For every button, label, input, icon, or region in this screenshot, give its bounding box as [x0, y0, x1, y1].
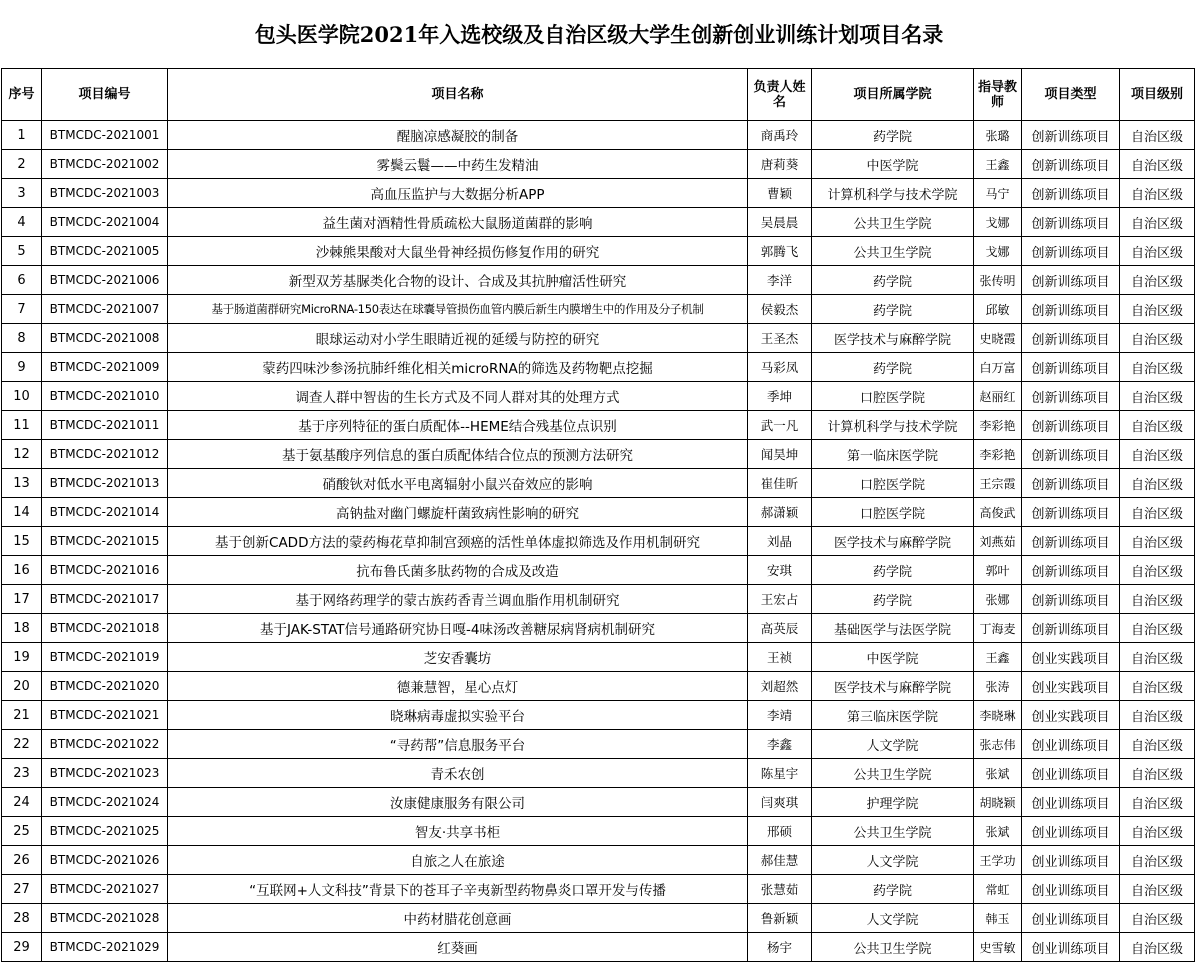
row-college: 计算机科学与技术学院: [812, 179, 974, 208]
row-advisor: 李晓琳: [974, 701, 1022, 730]
table-row: [2, 527, 1195, 556]
row-advisor: 张传明: [974, 266, 1022, 295]
row-type: 创业训练项目: [1022, 875, 1120, 904]
table-row: [2, 179, 1195, 208]
table-row: [2, 904, 1195, 933]
row-code: BTMCDC-2021021: [42, 701, 168, 730]
table-row: [2, 701, 1195, 730]
row-level: 自治区级: [1120, 643, 1195, 672]
table-row: [2, 411, 1195, 440]
row-college: 口腔医学院: [812, 382, 974, 411]
row-name: 德兼慧智，星心点灯: [168, 672, 748, 701]
row-advisor: 邱敏: [974, 295, 1022, 324]
row-college: 口腔医学院: [812, 498, 974, 527]
row-index: 19: [2, 643, 42, 672]
row-advisor: 张璐: [974, 121, 1022, 150]
row-college: 中医学院: [812, 643, 974, 672]
row-name: 基于氨基酸序列信息的蛋白质配体结合位点的预测方法研究: [168, 440, 748, 469]
header-college: 项目所属学院: [812, 69, 974, 121]
table-row: [2, 556, 1195, 585]
row-leader: 侯毅杰: [748, 295, 812, 324]
row-college: 公共卫生学院: [812, 933, 974, 962]
row-code: BTMCDC-2021016: [42, 556, 168, 585]
row-name: 基于创新CADD方法的蒙药梅花草抑制宫颈癌的活性单体虚拟筛选及作用机制研究: [168, 527, 748, 556]
row-college: 公共卫生学院: [812, 208, 974, 237]
row-level: 自治区级: [1120, 585, 1195, 614]
table-row: [2, 382, 1195, 411]
row-name: 基于序列特征的蛋白质配体--HEME结合残基位点识别: [168, 411, 748, 440]
row-code: BTMCDC-2021019: [42, 643, 168, 672]
row-leader: 崔佳昕: [748, 469, 812, 498]
table-row: [2, 237, 1195, 266]
table-row: [2, 121, 1195, 150]
row-advisor: 高俊武: [974, 498, 1022, 527]
row-name: 中药材腊花创意画: [168, 904, 748, 933]
row-advisor: 刘燕茹: [974, 527, 1022, 556]
row-code: BTMCDC-2021009: [42, 353, 168, 382]
row-name: 芝安香囊坊: [168, 643, 748, 672]
row-level: 自治区级: [1120, 498, 1195, 527]
row-college: 药学院: [812, 875, 974, 904]
row-college: 药学院: [812, 295, 974, 324]
row-leader: 张慧茹: [748, 875, 812, 904]
row-level: 自治区级: [1120, 150, 1195, 179]
row-name: 雾鬓云鬟——中药生发精油: [168, 150, 748, 179]
row-leader: 李鑫: [748, 730, 812, 759]
row-level: 自治区级: [1120, 614, 1195, 643]
row-name: 高血压监护与大数据分析APP: [168, 179, 748, 208]
row-code: BTMCDC-2021024: [42, 788, 168, 817]
row-code: BTMCDC-2021013: [42, 469, 168, 498]
row-advisor: 丁海麦: [974, 614, 1022, 643]
row-advisor: 郭叶: [974, 556, 1022, 585]
table-row: [2, 788, 1195, 817]
row-college: 护理学院: [812, 788, 974, 817]
row-index: 28: [2, 904, 42, 933]
row-leader: 刘超然: [748, 672, 812, 701]
row-type: 创业训练项目: [1022, 788, 1120, 817]
header-advisor: 指导教师: [974, 69, 1022, 121]
header-code: 项目编号: [42, 69, 168, 121]
row-level: 自治区级: [1120, 672, 1195, 701]
row-type: 创新训练项目: [1022, 179, 1120, 208]
row-type: 创业训练项目: [1022, 817, 1120, 846]
table-row: [2, 440, 1195, 469]
row-college: 基础医学与法医学院: [812, 614, 974, 643]
row-name: 益生菌对酒精性骨质疏松大鼠肠道菌群的影响: [168, 208, 748, 237]
row-type: 创新训练项目: [1022, 527, 1120, 556]
row-index: 6: [2, 266, 42, 295]
table-row: [2, 643, 1195, 672]
row-code: BTMCDC-2021010: [42, 382, 168, 411]
row-level: 自治区级: [1120, 817, 1195, 846]
row-advisor: 李彩艳: [974, 411, 1022, 440]
row-level: 自治区级: [1120, 266, 1195, 295]
row-index: 23: [2, 759, 42, 788]
row-leader: 鲁新颖: [748, 904, 812, 933]
row-name: 蒙药四味沙参汤抗肺纤维化相关microRNA的筛选及药物靶点挖掘: [168, 353, 748, 382]
row-index: 10: [2, 382, 42, 411]
table-row: [2, 933, 1195, 962]
row-advisor: 韩玉: [974, 904, 1022, 933]
row-name: 基于网络药理学的蒙古族药香青兰调血脂作用机制研究: [168, 585, 748, 614]
row-leader: 季坤: [748, 382, 812, 411]
project-table: [1, 68, 1195, 962]
row-index: 7: [2, 295, 42, 324]
row-type: 创新训练项目: [1022, 266, 1120, 295]
row-college: 公共卫生学院: [812, 759, 974, 788]
table-row: [2, 585, 1195, 614]
table-row: [2, 672, 1195, 701]
row-name: 眼球运动对小学生眼睛近视的延缓与防控的研究: [168, 324, 748, 353]
row-index: 12: [2, 440, 42, 469]
row-type: 创新训练项目: [1022, 614, 1120, 643]
row-level: 自治区级: [1120, 846, 1195, 875]
row-level: 自治区级: [1120, 556, 1195, 585]
row-advisor: 王学功: [974, 846, 1022, 875]
row-type: 创新训练项目: [1022, 121, 1120, 150]
row-college: 人文学院: [812, 904, 974, 933]
header-level: 项目级别: [1120, 69, 1195, 121]
table-row: [2, 208, 1195, 237]
row-college: 第一临床医学院: [812, 440, 974, 469]
table-row: [2, 614, 1195, 643]
row-code: BTMCDC-2021006: [42, 266, 168, 295]
row-type: 创业训练项目: [1022, 846, 1120, 875]
row-leader: 王祯: [748, 643, 812, 672]
row-type: 创业训练项目: [1022, 933, 1120, 962]
row-leader: 吴晨晨: [748, 208, 812, 237]
row-leader: 李洋: [748, 266, 812, 295]
row-code: BTMCDC-2021017: [42, 585, 168, 614]
row-index: 11: [2, 411, 42, 440]
row-type: 创新训练项目: [1022, 150, 1120, 179]
table-row: [2, 846, 1195, 875]
row-college: 人文学院: [812, 730, 974, 759]
row-leader: 唐莉葵: [748, 150, 812, 179]
row-index: 13: [2, 469, 42, 498]
row-index: 8: [2, 324, 42, 353]
row-level: 自治区级: [1120, 324, 1195, 353]
row-type: 创新训练项目: [1022, 324, 1120, 353]
row-advisor: 张娜: [974, 585, 1022, 614]
row-leader: 曹颖: [748, 179, 812, 208]
row-name: 青禾农创: [168, 759, 748, 788]
row-advisor: 王宗霞: [974, 469, 1022, 498]
row-code: BTMCDC-2021026: [42, 846, 168, 875]
row-type: 创业训练项目: [1022, 759, 1120, 788]
row-leader: 李靖: [748, 701, 812, 730]
row-code: BTMCDC-2021015: [42, 527, 168, 556]
row-college: 药学院: [812, 353, 974, 382]
row-index: 2: [2, 150, 42, 179]
row-level: 自治区级: [1120, 701, 1195, 730]
header-name: 项目名称: [168, 69, 748, 121]
row-type: 创业实践项目: [1022, 643, 1120, 672]
row-code: BTMCDC-2021002: [42, 150, 168, 179]
row-leader: 闫爽琪: [748, 788, 812, 817]
row-index: 24: [2, 788, 42, 817]
row-leader: 王圣杰: [748, 324, 812, 353]
row-type: 创业训练项目: [1022, 730, 1120, 759]
row-college: 第三临床医学院: [812, 701, 974, 730]
row-name: “互联网+人文科技”背景下的苍耳子辛夷新型药物鼻炎口罩开发与传播: [168, 875, 748, 904]
row-name: 智友·共享书柜: [168, 817, 748, 846]
row-leader: 邢硕: [748, 817, 812, 846]
row-type: 创业实践项目: [1022, 701, 1120, 730]
row-code: BTMCDC-2021028: [42, 904, 168, 933]
row-leader: 马彩凤: [748, 353, 812, 382]
row-leader: 陈星宇: [748, 759, 812, 788]
row-code: BTMCDC-2021029: [42, 933, 168, 962]
row-advisor: 张斌: [974, 817, 1022, 846]
row-level: 自治区级: [1120, 875, 1195, 904]
row-name: “寻药帮”信息服务平台: [168, 730, 748, 759]
row-level: 自治区级: [1120, 469, 1195, 498]
row-code: BTMCDC-2021008: [42, 324, 168, 353]
row-leader: 杨宇: [748, 933, 812, 962]
row-code: BTMCDC-2021011: [42, 411, 168, 440]
header-row: [2, 69, 1195, 121]
row-leader: 郭腾飞: [748, 237, 812, 266]
row-code: BTMCDC-2021023: [42, 759, 168, 788]
row-level: 自治区级: [1120, 527, 1195, 556]
row-type: 创新训练项目: [1022, 295, 1120, 324]
row-level: 自治区级: [1120, 179, 1195, 208]
header-index: 序号: [2, 69, 42, 121]
row-index: 1: [2, 121, 42, 150]
row-name: 晓琳病毒虚拟实验平台: [168, 701, 748, 730]
row-code: BTMCDC-2021007: [42, 295, 168, 324]
row-advisor: 戈娜: [974, 237, 1022, 266]
row-name: 醒脑凉感凝胶的制备: [168, 121, 748, 150]
row-college: 医学技术与麻醉学院: [812, 672, 974, 701]
row-advisor: 胡晓颖: [974, 788, 1022, 817]
row-type: 创业实践项目: [1022, 672, 1120, 701]
row-code: BTMCDC-2021027: [42, 875, 168, 904]
row-code: BTMCDC-2021014: [42, 498, 168, 527]
row-index: 26: [2, 846, 42, 875]
row-college: 医学技术与麻醉学院: [812, 324, 974, 353]
row-advisor: 张涛: [974, 672, 1022, 701]
row-leader: 郝潇颖: [748, 498, 812, 527]
row-level: 自治区级: [1120, 382, 1195, 411]
row-advisor: 白万富: [974, 353, 1022, 382]
row-index: 29: [2, 933, 42, 962]
row-index: 9: [2, 353, 42, 382]
row-index: 18: [2, 614, 42, 643]
table-row: [2, 875, 1195, 904]
row-type: 创新训练项目: [1022, 440, 1120, 469]
row-advisor: 王鑫: [974, 150, 1022, 179]
row-level: 自治区级: [1120, 904, 1195, 933]
row-type: 创新训练项目: [1022, 585, 1120, 614]
row-college: 药学院: [812, 266, 974, 295]
row-index: 14: [2, 498, 42, 527]
row-index: 20: [2, 672, 42, 701]
row-leader: 安琪: [748, 556, 812, 585]
row-college: 药学院: [812, 121, 974, 150]
row-type: 创新训练项目: [1022, 237, 1120, 266]
row-level: 自治区级: [1120, 237, 1195, 266]
row-code: BTMCDC-2021020: [42, 672, 168, 701]
header-type: 项目类型: [1022, 69, 1120, 121]
row-advisor: 张斌: [974, 759, 1022, 788]
table-row: [2, 759, 1195, 788]
row-index: 22: [2, 730, 42, 759]
row-code: BTMCDC-2021012: [42, 440, 168, 469]
row-advisor: 史雪敏: [974, 933, 1022, 962]
row-advisor: 马宁: [974, 179, 1022, 208]
row-level: 自治区级: [1120, 440, 1195, 469]
row-level: 自治区级: [1120, 759, 1195, 788]
row-advisor: 王鑫: [974, 643, 1022, 672]
row-college: 公共卫生学院: [812, 817, 974, 846]
row-college: 医学技术与麻醉学院: [812, 527, 974, 556]
row-index: 3: [2, 179, 42, 208]
row-code: BTMCDC-2021018: [42, 614, 168, 643]
row-type: 创新训练项目: [1022, 353, 1120, 382]
row-type: 创新训练项目: [1022, 382, 1120, 411]
row-college: 药学院: [812, 556, 974, 585]
row-name: 硝酸钬对低水平电离辐射小鼠兴奋效应的影响: [168, 469, 748, 498]
header-leader: 负责人姓名: [748, 69, 812, 121]
row-index: 27: [2, 875, 42, 904]
row-college: 人文学院: [812, 846, 974, 875]
row-level: 自治区级: [1120, 411, 1195, 440]
row-name: 抗布鲁氏菌多肽药物的合成及改造: [168, 556, 748, 585]
row-level: 自治区级: [1120, 353, 1195, 382]
row-level: 自治区级: [1120, 121, 1195, 150]
row-leader: 刘晶: [748, 527, 812, 556]
row-college: 中医学院: [812, 150, 974, 179]
row-advisor: 赵丽红: [974, 382, 1022, 411]
row-type: 创新训练项目: [1022, 469, 1120, 498]
row-level: 自治区级: [1120, 295, 1195, 324]
row-type: 创新训练项目: [1022, 498, 1120, 527]
row-college: 口腔医学院: [812, 469, 974, 498]
row-name: 红葵画: [168, 933, 748, 962]
row-advisor: 戈娜: [974, 208, 1022, 237]
row-advisor: 张志伟: [974, 730, 1022, 759]
row-level: 自治区级: [1120, 933, 1195, 962]
row-name: 汝康健康服务有限公司: [168, 788, 748, 817]
table-row: [2, 266, 1195, 295]
table-row: [2, 353, 1195, 382]
table-row: [2, 498, 1195, 527]
row-leader: 高英辰: [748, 614, 812, 643]
row-name: 新型双芳基脲类化合物的设计、合成及其抗肿瘤活性研究: [168, 266, 748, 295]
row-college: 计算机科学与技术学院: [812, 411, 974, 440]
row-code: BTMCDC-2021001: [42, 121, 168, 150]
row-name: 调查人群中智齿的生长方式及不同人群对其的处理方式: [168, 382, 748, 411]
row-college: 药学院: [812, 585, 974, 614]
row-code: BTMCDC-2021004: [42, 208, 168, 237]
row-name: 自旅之人在旅途: [168, 846, 748, 875]
row-code: BTMCDC-2021022: [42, 730, 168, 759]
row-name: 基于肠道菌群研究MicroRNA-150表达在球囊导管损伤血管内膜后新生内膜增生中的作用及分子机制: [168, 295, 748, 324]
table-row: [2, 730, 1195, 759]
table-row: [2, 150, 1195, 179]
row-advisor: 史晓霞: [974, 324, 1022, 353]
row-level: 自治区级: [1120, 730, 1195, 759]
row-college: 公共卫生学院: [812, 237, 974, 266]
row-level: 自治区级: [1120, 788, 1195, 817]
row-type: 创新训练项目: [1022, 208, 1120, 237]
row-name: 沙棘熊果酸对大鼠坐骨神经损伤修复作用的研究: [168, 237, 748, 266]
row-index: 21: [2, 701, 42, 730]
row-name: 高钠盐对幽门螺旋杆菌致病性影响的研究: [168, 498, 748, 527]
table-row: [2, 324, 1195, 353]
row-code: BTMCDC-2021005: [42, 237, 168, 266]
row-index: 5: [2, 237, 42, 266]
row-index: 25: [2, 817, 42, 846]
table-row: [2, 295, 1195, 324]
document-title: 包头医学院2021年入选校级及自治区级大学生创新创业训练计划项目名录: [254, 22, 944, 47]
row-index: 4: [2, 208, 42, 237]
row-code: BTMCDC-2021003: [42, 179, 168, 208]
row-type: 创新训练项目: [1022, 411, 1120, 440]
row-leader: 商禹玲: [748, 121, 812, 150]
row-advisor: 常虹: [974, 875, 1022, 904]
row-index: 16: [2, 556, 42, 585]
row-type: 创业训练项目: [1022, 904, 1120, 933]
row-leader: 郝佳慧: [748, 846, 812, 875]
row-leader: 王宏占: [748, 585, 812, 614]
row-level: 自治区级: [1120, 208, 1195, 237]
row-name: 基于JAK-STAT信号通路研究协日嘎-4味汤改善糖尿病肾病机制研究: [168, 614, 748, 643]
table-row: [2, 817, 1195, 846]
table-row: [2, 469, 1195, 498]
row-leader: 武一凡: [748, 411, 812, 440]
row-advisor: 李彩艳: [974, 440, 1022, 469]
row-index: 17: [2, 585, 42, 614]
row-leader: 闻昊坤: [748, 440, 812, 469]
row-code: BTMCDC-2021025: [42, 817, 168, 846]
row-index: 15: [2, 527, 42, 556]
row-type: 创新训练项目: [1022, 556, 1120, 585]
